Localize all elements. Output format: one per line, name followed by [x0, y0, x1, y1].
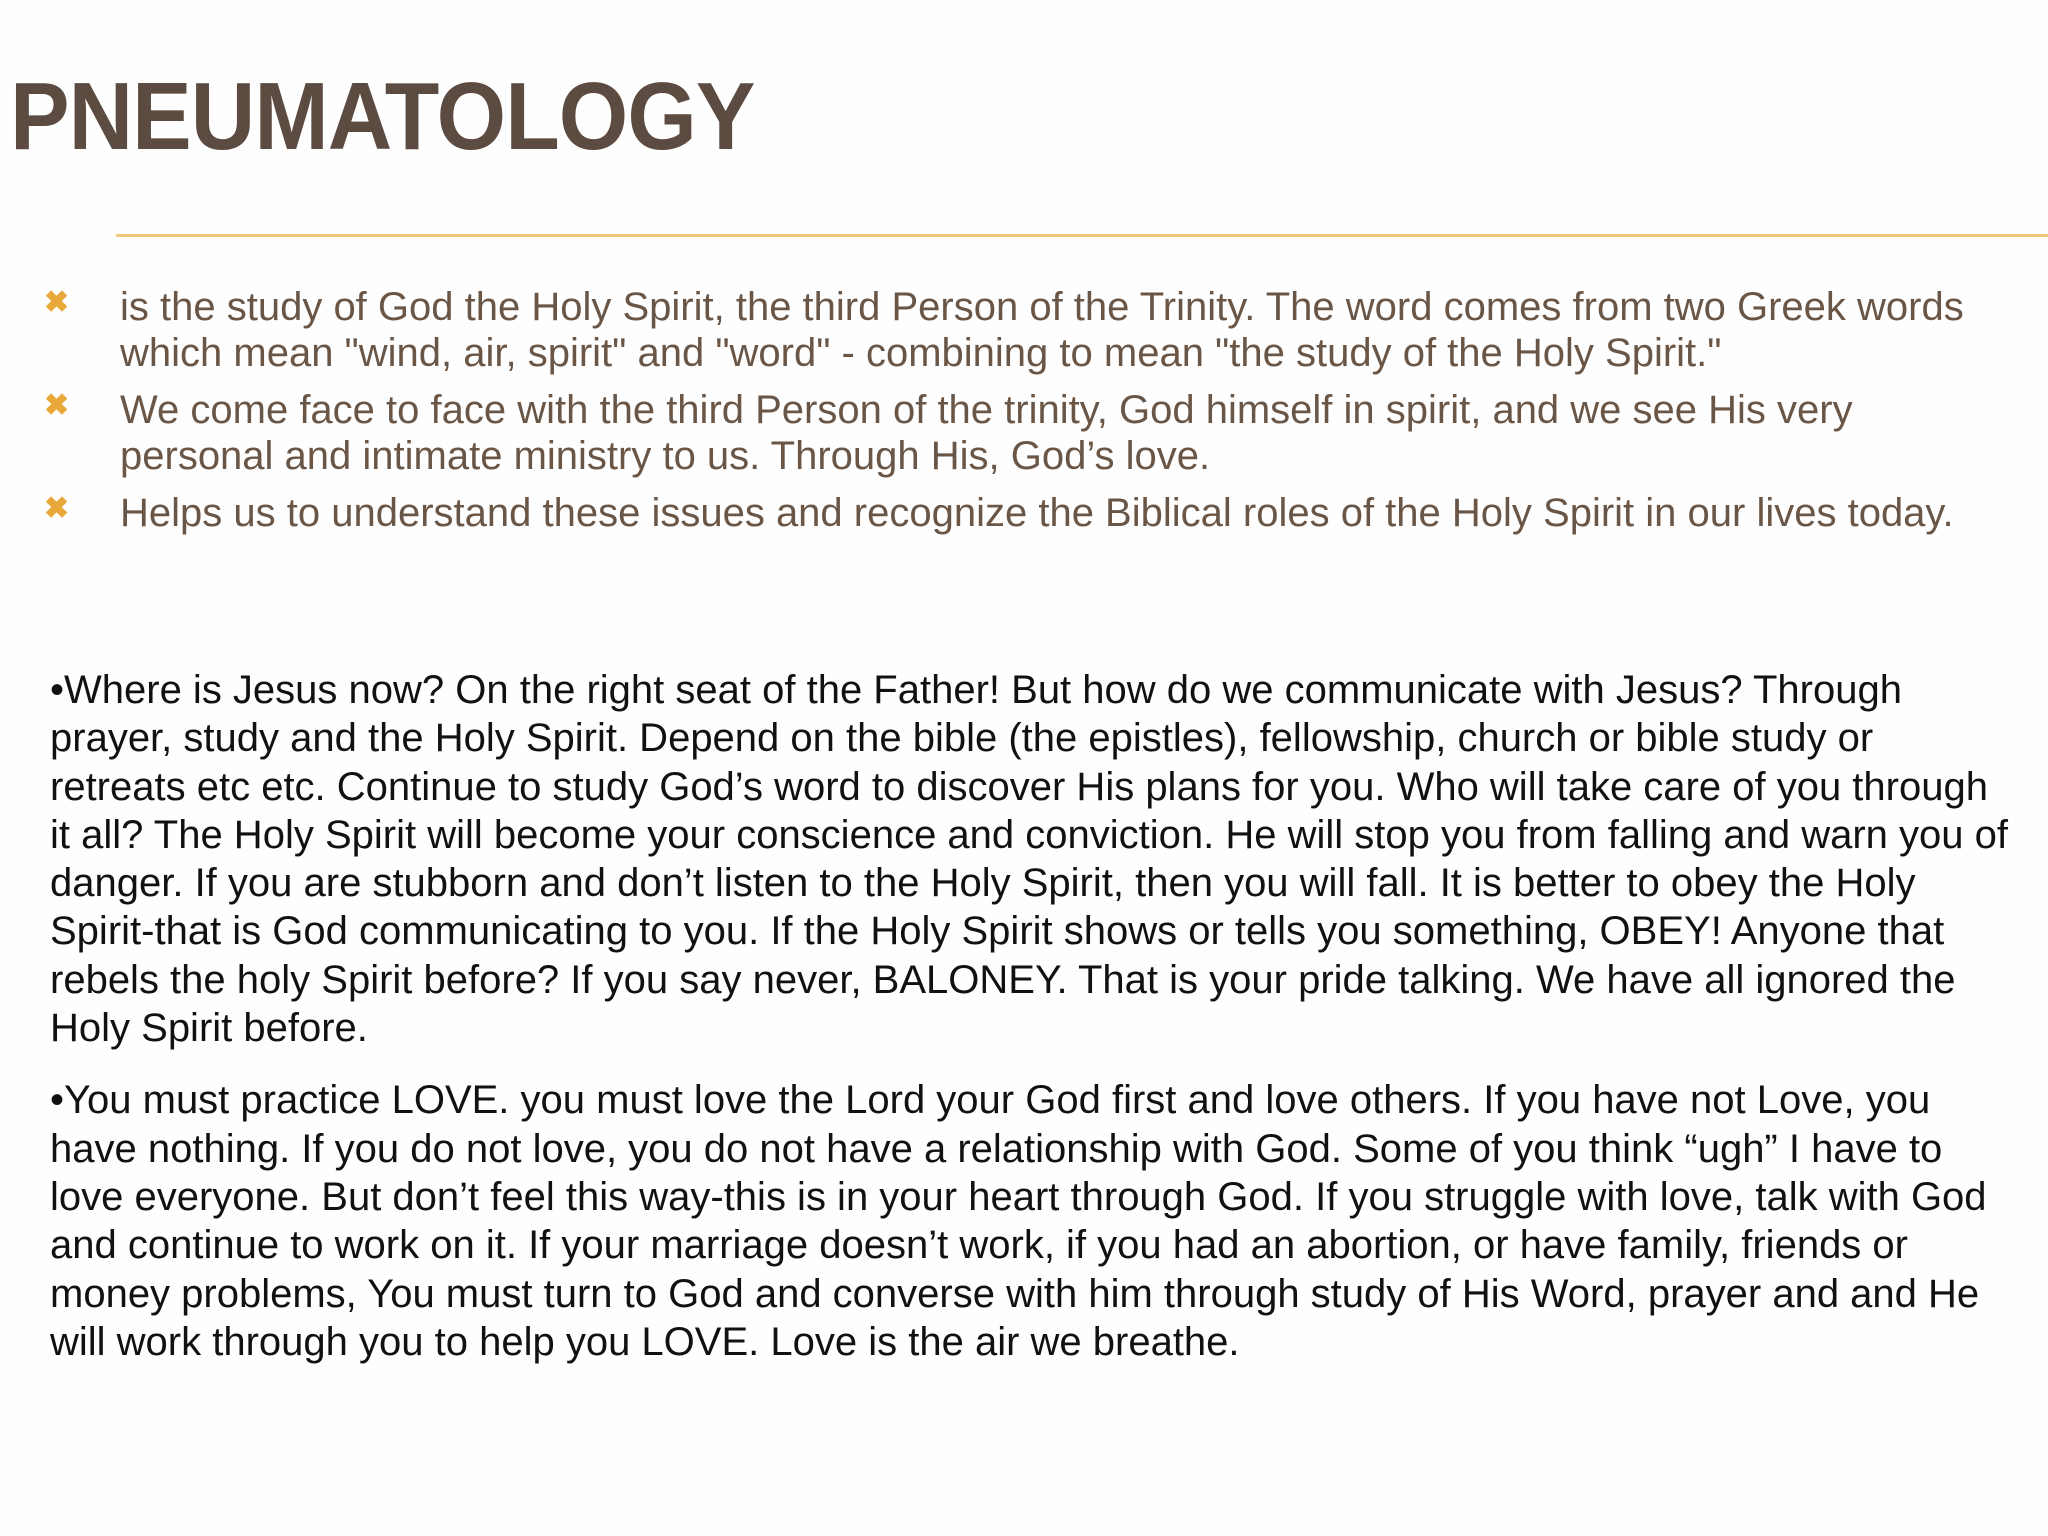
bullet-item — [44, 490, 2004, 536]
x-mark-icon: ✖ — [44, 286, 70, 319]
bullet-text: We come face to face with the third Person of the trinity, God himself in spirit, and we see His very personal and intimate ministry to us. Through His, God’s love. — [120, 388, 1853, 478]
slide-title: PNEUMATOLOGY — [10, 63, 755, 170]
body-paragraph: •You must practice LOVE. you must love the Lord your God first and love others. If you have not Love, you have nothing. If you do not love, you do not have a relationship with God. Some of you think “ugh” I have to love everyone. But don’t feel this way-this is in your heart through God. If you struggle with love, talk with God and continue to work on it. If your marriage doesn’t work, if you had an abortion, or have family, friends or money problems, You must turn to God and converse with him through study of His Word, prayer and and He will work through you to help you LOVE. Love is the air we breathe. — [50, 1078, 1987, 1364]
bullet-text: Helps us to understand these issues and recognize the Biblical roles of the Holy Spirit in our lives today. — [120, 491, 1954, 535]
title-divider — [116, 234, 2048, 237]
body-text — [50, 666, 2010, 1390]
bullet-text: is the study of God the Holy Spirit, the third Person of the Trinity. The word comes from two Greek words which mean "wind, air, spirit" and "word" - combining to mean "the study of the Holy Spirit." — [120, 285, 1964, 375]
x-mark-icon: ✖ — [44, 389, 70, 422]
bullet-item — [44, 284, 2004, 376]
body-paragraph: •Where is Jesus now? On the right seat of the Father! But how do we communicate with Jesus? Through prayer, study and the Holy Spirit. Depend on the bible (the epistles), fellowship, church or bible study or retreats etc etc. Continue to study God’s word to discover His plans for you. Who will take care of you through it all? The Holy Spirit will become your conscience and conviction. He will stop you from falling and warn you of danger. If you are stubborn and don’t listen to the Holy Spirit, then you will fall. It is better to obey the Holy Spirit-that is God communicating to you. If the Holy Spirit shows or tells you something, OBEY! Anyone that rebels the holy Spirit before? If you say never, BALONEY. That is your pride talking. We have all ignored the Holy Spirit before. — [50, 668, 2008, 1051]
bullet-list — [44, 284, 2004, 547]
bullet-item — [44, 387, 2004, 479]
x-mark-icon: ✖ — [44, 492, 70, 525]
